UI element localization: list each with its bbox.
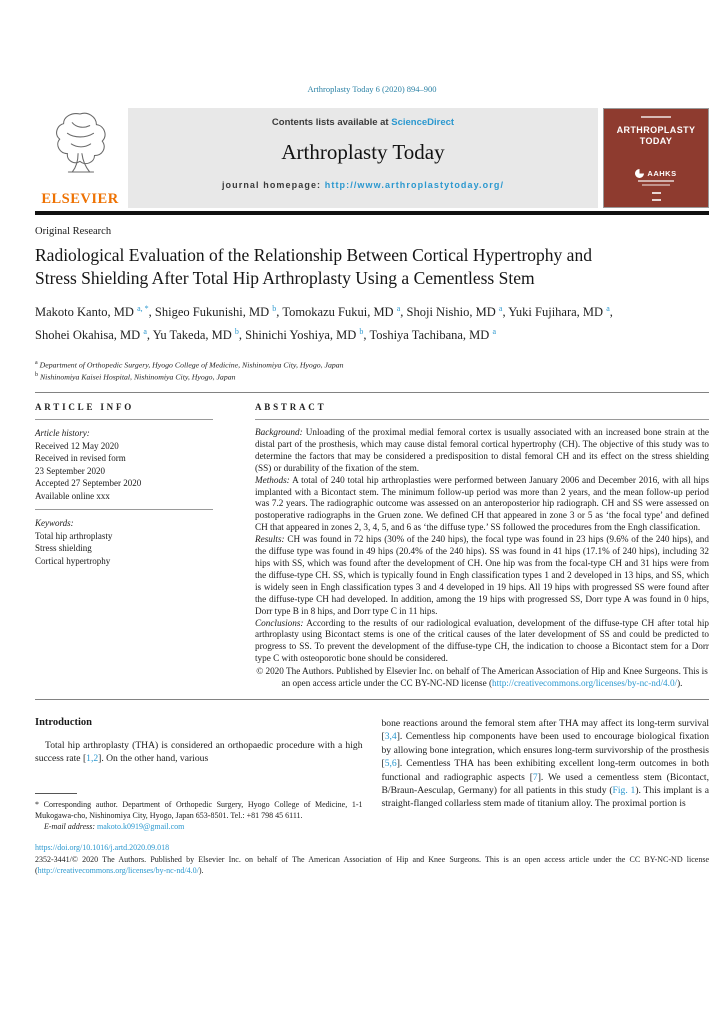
elsevier-tree-icon [51, 110, 109, 176]
doi-link[interactable]: https://doi.org/10.1016/j.artd.2020.09.018 [35, 842, 170, 852]
author-affiliation-marker[interactable]: a, * [137, 304, 149, 313]
abstract-methods [255, 475, 709, 535]
homepage-line [128, 180, 598, 190]
citation-link-5-6[interactable]: 5,6 [384, 758, 397, 770]
article-history-label: Article history: [35, 428, 90, 438]
body-text: Total hip arthroplasty (THA) is considered an orthopaedic procedure with a high success rate [ [35, 739, 363, 765]
keywords-label: Keywords: [35, 518, 74, 528]
section-divider [35, 699, 709, 700]
abstract-header: ABSTRACT [255, 402, 327, 412]
copyright-text: © 2020 The Authors. Published by Elsevier Inc. on behalf of The American Association of Hip and Knee Surgeons. This is an open access article under the CC BY-NC-ND license ( [256, 666, 708, 689]
article-title: Radiological Evaluation of the Relationship Between Cortical Hypertrophy and Stress Shielding After Total Hip Arthroplasty Using a Cementless Stem [35, 245, 592, 288]
aahks-icon [635, 169, 644, 178]
introduction-heading: Introduction [35, 716, 92, 728]
body-text: ]. Cementless THA has been exhibiting excellent long-term outcomes in both functional and radiographic aspects [ [381, 758, 709, 783]
abstract-section-label: Conclusions: [255, 617, 304, 628]
email-link[interactable]: makoto.k0919@gmail.com [97, 822, 185, 832]
author-name: Shinichi Yoshiya, MD [245, 328, 357, 343]
abstract-copyright: © 2020 The Authors. Published by Elsevier Inc. on behalf of The American Association of Hip and Knee Surgeons. This is an open access article under the CC BY-NC-ND license (http://creativecommons.org/licenses/by-nc-nd/4.0/). [256, 666, 708, 689]
footnote-text: * Corresponding author. Department of Orthopedic Surgery, Hyogo College of Medicine, 1-1 Mukogawa-cho, Nishinomiya City, Hyogo, Japan 653-8501. Tel.: +81 798 45 6111. [35, 799, 363, 821]
journal-cover-thumbnail[interactable] [603, 108, 709, 208]
cover-title-line1: ARTHROPLASTY [616, 125, 696, 135]
abstract-results [255, 534, 709, 617]
history-item: Available online xxx [35, 490, 110, 501]
affiliations [35, 358, 709, 383]
journal-title: Arthroplasty Today [281, 140, 445, 164]
abstract-section-text: According to the results of our radiological evaluation, development of the diffuse-type CH after total hip arthroplasty using Bicontact stems is one of the critical causes of the later development of SS and could be predicted to progress to SS. To prevent the development of the diffuse-type CH, the indication to choose a Bicontact stem for a Dorr type C with osteoporotic bone should be considered. [255, 617, 709, 664]
body-text: ]. Cementless hip components have been used to encourage biological fixation by allowing bone integration, which ensures long-term survivorship of the prosthesis [ [381, 731, 709, 770]
divider [35, 509, 213, 510]
cover-volume-text [641, 116, 671, 118]
sciencedirect-link[interactable]: ScienceDirect [391, 117, 455, 128]
aahks-subtitle-2 [642, 184, 670, 186]
keyword: Stress shielding [35, 543, 92, 553]
affiliation-b [35, 370, 709, 383]
section-divider [35, 392, 709, 393]
history-item: 23 September 2020 [35, 465, 105, 476]
author-name: Shigeo Fukunishi, MD [154, 305, 270, 320]
author-affiliation-marker[interactable]: a [492, 327, 497, 337]
aahks-logo [635, 169, 676, 178]
journal-homepage-link[interactable]: http://www.arthroplastytoday.org/ [324, 180, 505, 190]
journal-banner [128, 108, 598, 208]
article-info-header: ARTICLE INFO [35, 402, 135, 412]
affiliation-text: Department of Orthopedic Surgery, Hyogo College of Medicine, Nishinomiya City, Hyogo, Japan [39, 360, 344, 370]
affiliation-text: Nishinomiya Kaisei Hospital, Nishinomiya City, Hyogo, Japan [39, 373, 236, 382]
keyword: Cortical hypertrophy [35, 555, 111, 566]
citation-link-7[interactable]: 7 [532, 771, 538, 783]
homepage-prefix: journal homepage: [221, 180, 325, 190]
history-item: Received in revised form [35, 453, 126, 463]
author-name: Shoji Nishio, MD [406, 305, 496, 320]
author-list: Makoto Kanto, MD $^{a, *}$, Shigeo Fukunishi, MD $^b$, Tomokazu Fukui, MD $^a$, Shoji Nishio, MD $^a$, Yuki Fujihara, MD $^a$, Shohei Okahisa, MD $^a$, Yu Takeda, MD $^b$, Shinichi Yoshiya, MD $^b$, Toshiya Tachibana, MD $^a$ [35, 304, 613, 343]
cover-footer-mark [652, 192, 661, 201]
corresponding-author-footnote [35, 793, 363, 833]
author-name: Shohei Okahisa, MD [35, 328, 141, 343]
abstract-section-label: Results: [255, 534, 285, 545]
keyword: Total hip arthroplasty [35, 530, 113, 541]
author-affiliation-marker[interactable]: b [272, 304, 277, 313]
author-affiliation-marker[interactable]: a [143, 327, 147, 337]
affiliation-marker: b [35, 372, 38, 379]
body-text: bone reactions around the femoral stem after THA may affect its long-term survival [ [381, 717, 709, 743]
author-name: Yuki Fujihara, MD [508, 305, 604, 320]
aahks-subtitle [638, 180, 674, 182]
abstract-section-text: CH was found in 72 hips (30% of the 240 hips), the focal type was found in 23 hips (9.6% of the 240 hips), and the diffuse type was found in 49 hips (20.4% of the 240 hips). SS was found in 41 hips (17.1% of 240 hips), including 32 hips with SS, which was found after the development of CH. One hip was from the focal-type CH and 31 hips were from the diffuse-type CH. SS, which is typically found in Engh classification types 1 and 2 developed in 13 hips, and SS, which is widely seen in Engh classification types 3 and 4 developed in 19 hips. All 19 hips with progressed SS were found after the diffuse-type CH had developed. In addition, among the 19 hips with progressed SS, Dorr type A was found in 0 hips, Dorr type B in 8 hips, and Dorr type C in 11 hips. [255, 534, 709, 616]
elsevier-wordmark: ELSEVIER [41, 191, 119, 207]
author-name: Makoto Kanto, MD [35, 305, 134, 320]
history-item: Received 12 May 2020 [35, 440, 119, 451]
abstract-section-label: Background: [255, 427, 303, 437]
citation-link-3-4[interactable]: 3,4 [384, 731, 397, 743]
affiliation-marker: a [35, 359, 38, 366]
body-text: ). This implant is a straight-flanged collarless stem made of titanium alloy. The proximal portion is [381, 784, 709, 810]
author-affiliation-marker[interactable]: a [498, 304, 503, 313]
author-affiliation-marker[interactable]: b [234, 327, 239, 337]
cover-title-line2: TODAY [639, 136, 673, 146]
issn-copyright-line: 2352-3441/© 2020 The Authors. Published by Elsevier Inc. on behalf of The American Association of Hip and Knee Surgeons. This is an open access article under the CC BY-NC-ND license (http://creativecommons.org/licenses/by-nc-nd/4.0/). [35, 854, 709, 875]
info-abstract-section [35, 402, 709, 690]
body-left-column [35, 717, 363, 833]
running-head-citation[interactable]: Arthroplasty Today 6 (2020) 894–900 [307, 84, 437, 94]
cc-license-link[interactable]: http://creativecommons.org/licenses/by-nc-nd/4.0/ [492, 678, 678, 689]
body-text: ]. We used a cementless stem (Bicontact, B/Braun-Aesculap, Germany) for all patients in this study ( [381, 771, 709, 796]
contents-prefix: Contents lists available at [271, 117, 392, 128]
author-affiliation-marker[interactable]: a [396, 304, 401, 313]
intro-paragraph-right [382, 717, 710, 811]
article-category: Original Research [35, 226, 112, 237]
email-label: E-mail address: [44, 822, 96, 832]
figure-1-link[interactable]: Fig. 1 [612, 784, 636, 796]
history-item: Accepted 27 September 2020 [35, 478, 142, 488]
masthead [35, 108, 709, 208]
doi-line [35, 843, 709, 852]
abstract-section-text: Unloading of the proximal medial femoral cortex is usually associated with an increased bone strain at the distal part of the prosthesis, which may cause distal femoral cortical hypertrophy (CH). The objective of this study was to determine the factors that may be considered a predisposition to distal femoral CH and its effect on the stress shielding (SS) or durability of the fixation of the stem. [255, 427, 709, 473]
abstract-column [255, 402, 709, 690]
author-affiliation-marker[interactable]: a [606, 304, 610, 313]
footnote-email-line [35, 821, 363, 832]
article-info-column [35, 402, 213, 690]
affiliation-a [35, 358, 709, 371]
abstract-section-label: Methods: [255, 474, 290, 485]
author-name: Tomokazu Fukui, MD [282, 305, 394, 320]
citation-link-1-2[interactable]: 1,2 [86, 753, 99, 765]
author-name: Toshiya Tachibana, MD [369, 328, 490, 343]
divider [35, 419, 213, 420]
divider [255, 419, 709, 420]
aahks-wordmark: AAHKS [647, 169, 677, 178]
cc-license-link-footer[interactable]: http://creativecommons.org/licenses/by-nc-nd/4.0/ [37, 865, 199, 875]
abstract-section-text: A total of 240 total hip arthroplasties were performed between January 2006 and December 2016, with all hips implanted with a Bicontact stem. The minimum follow-up period was more than 2 years, and the mean follow-up period was 7.2 years. The radiographic outcome was assessed on an anteroposterior hip radiograph. CH and SS were assessed on postoperative radiographs in the Gruen zone. We defined CH that appeared in zone 3 or 5 as ‘the focal type’ and defined CH that appeared in zones 2, 3, 4, 5, and 6 as ‘the diffuse type.’ SS followed the procedures from the Engh classification. [255, 474, 709, 533]
author-name: Yu Takeda, MD [152, 328, 232, 343]
elsevier-logo[interactable] [35, 108, 125, 208]
cover-title [617, 125, 696, 147]
header-divider-bar [35, 211, 709, 215]
body-right-column [382, 717, 710, 833]
author-affiliation-marker[interactable]: b [359, 327, 364, 337]
article-body [35, 717, 709, 833]
issn-text: 2352-3441/© 2020 The Authors. Published by Elsevier Inc. on behalf of The American Association of Hip and Knee Surgeons. This is an open access article under the CC BY-NC-ND license ( [35, 854, 709, 875]
footnote-rule [35, 793, 77, 794]
intro-paragraph-left [35, 739, 363, 766]
abstract-background [255, 427, 709, 475]
contents-line [128, 117, 598, 128]
abstract-conclusions [255, 618, 709, 666]
body-text: ]. On the other hand, various [98, 753, 209, 765]
